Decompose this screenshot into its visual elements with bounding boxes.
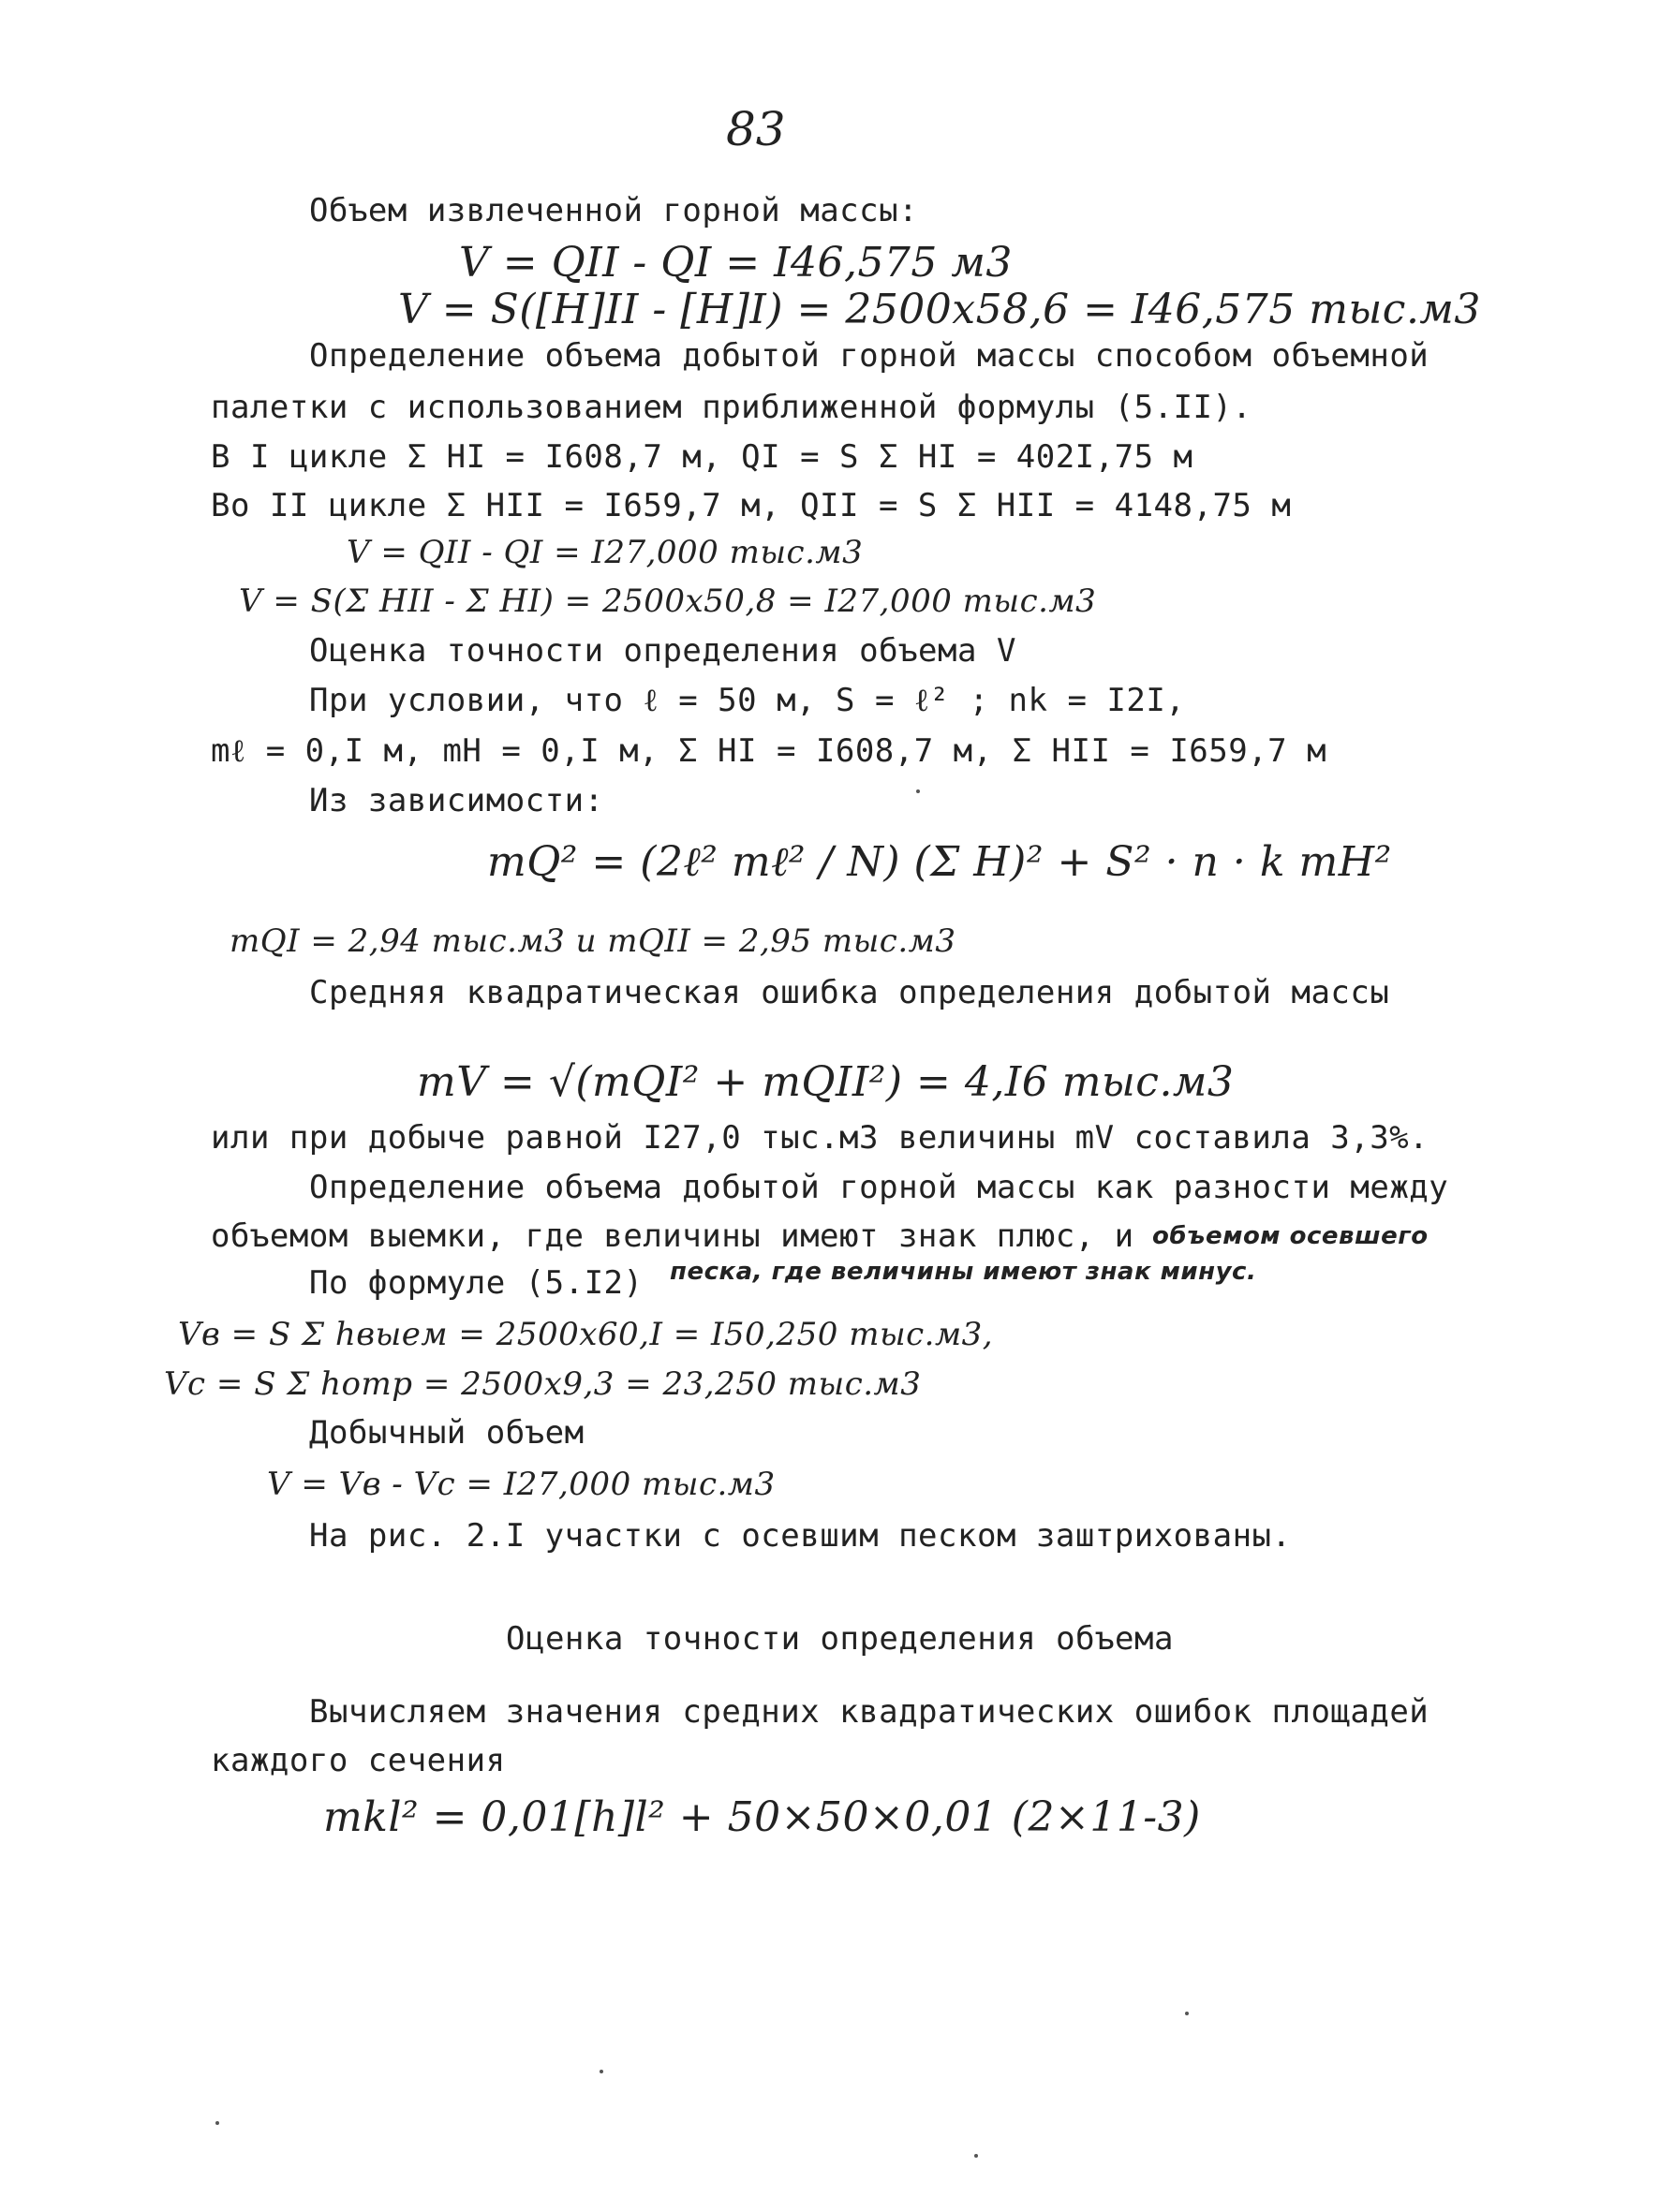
formula-line: mQI = 2,94 тыс.м3 и mQII = 2,95 тыс.м3	[230, 922, 956, 960]
text-line: Оценка точности определения объема V	[309, 632, 1016, 670]
scan-speck	[600, 2070, 603, 2073]
formula-line: V = S(Σ HII - Σ HI) = 2500x50,8 = I27,000 тыс.м3	[239, 582, 1097, 620]
handwritten-note: объемом осевшего	[1152, 1222, 1429, 1250]
formula-line: mℓ = 0,I м, mH = 0,I м, Σ HI = I608,7 м, Σ HII = I659,7 м	[211, 732, 1327, 770]
text-line: Определение объема добытой горной массы как разности между	[309, 1169, 1449, 1206]
text-line: Вычисляем значения средних квадратических ошибок площадей	[309, 1693, 1429, 1731]
formula-line: В I цикле Σ HI = I608,7 м, QI = S Σ HI = 402I,75 м	[211, 438, 1193, 476]
formula-line: Vв = S Σ hвыем = 2500x60,I = I50,250 тыс.м3,	[178, 1316, 994, 1353]
page-number: 83	[726, 102, 786, 156]
handwritten-note: песка, где величины имеют знак минус.	[670, 1258, 1257, 1286]
formula-line: V = S([H]II - [H]I) = 2500x58,6 = I46,575 тыс.м3	[398, 286, 1481, 333]
text-line: Объем извлеченной горной массы:	[309, 192, 919, 229]
scan-speck	[916, 789, 920, 793]
formula-line: V = QII - QI = I46,575 м3	[459, 239, 1013, 287]
text-line: объемом выемки, где величины имеют знак плюс, и	[211, 1217, 1134, 1255]
scan-speck	[215, 2121, 219, 2125]
formula-line: Vс = S Σ hотр = 2500x9,3 = 23,250 тыс.м3	[164, 1365, 922, 1403]
formula-line: Во II цикле Σ HII = I659,7 м, QII = S Σ HII = 4148,75 м	[211, 487, 1292, 524]
text-line: При условии, что ℓ = 50 м, S = ℓ² ; nk = I2I,	[309, 682, 1186, 719]
formula-line: V = Vв - Vс = I27,000 тыс.м3	[267, 1466, 776, 1503]
text-line: На рис. 2.I участки с осевшим песком заштрихованы.	[309, 1517, 1292, 1555]
formula-display: mQ² = (2ℓ² mℓ² / N) (Σ H)² + S² · n · k mH²	[487, 838, 1392, 886]
formula-display: mkl² = 0,01[h]l² + 50×50×0,01 (2×11-3)	[323, 1793, 1201, 1841]
scan-speck	[974, 2154, 978, 2158]
text-line: Определение объема добытой горной массы способом объемной	[309, 337, 1429, 375]
scan-speck	[1185, 2012, 1189, 2015]
text-line: Из зависимости:	[309, 782, 604, 819]
formula-display: mV = √(mQI² + mQII²) = 4,I6 тыс.м3	[417, 1058, 1235, 1106]
text-line: По формуле (5.I2)	[309, 1264, 644, 1302]
text-line: палетки с использованием приближенной формулы (5.II).	[211, 389, 1252, 426]
text-line: Средняя квадратическая ошибка определения добытой массы	[309, 974, 1390, 1011]
text-line: Добычный объем	[309, 1414, 585, 1452]
text-line: каждого сечения	[211, 1742, 506, 1779]
formula-line: V = QII - QI = I27,000 тыс.м3	[347, 534, 864, 571]
section-heading: Оценка точности определения объема	[506, 1620, 1174, 1658]
text-line: или при добыче равной I27,0 тыс.м3 величины mV составила 3,3%.	[211, 1119, 1429, 1157]
